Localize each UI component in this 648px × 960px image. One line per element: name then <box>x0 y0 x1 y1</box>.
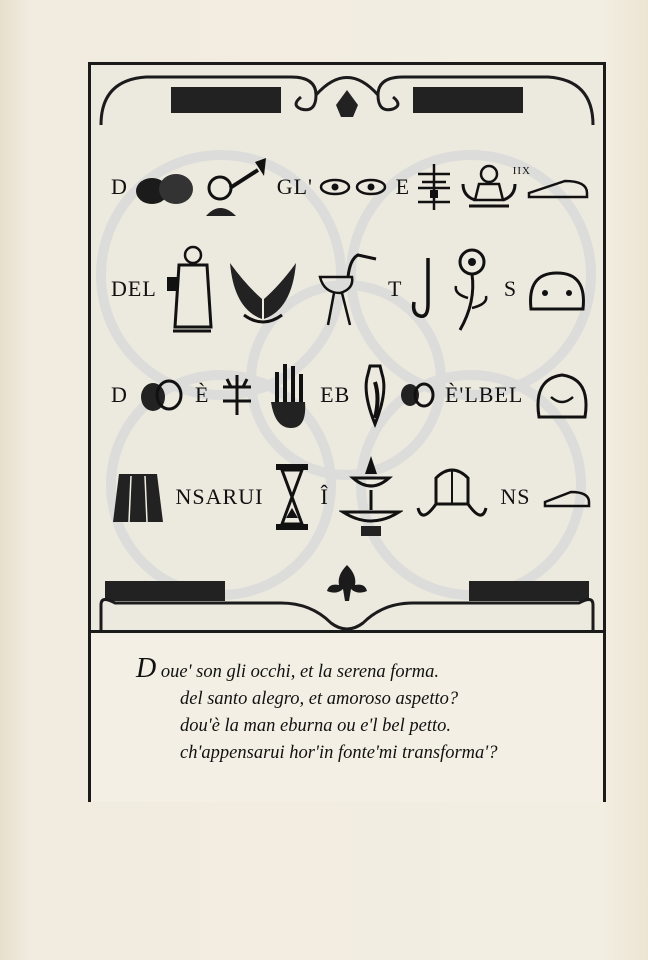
rebus-numeral: IIX <box>512 165 531 177</box>
poem-line-1: D oue' son gli occhi, et la serena forma. <box>136 653 440 684</box>
rose-icon <box>446 246 496 332</box>
rebus-text: E <box>395 174 411 199</box>
eyes-icon <box>319 174 389 200</box>
woodcut-frame <box>88 62 606 802</box>
music-staff-icon <box>416 162 452 212</box>
rebus-text: NSARUI <box>175 484 264 509</box>
poem-panel <box>91 630 603 802</box>
vase-icon <box>360 362 390 428</box>
wings-icon <box>224 249 302 329</box>
rebus-text: D <box>111 382 128 407</box>
siren-icon <box>459 162 519 212</box>
cloak-icon <box>111 468 165 526</box>
slipper-icon <box>525 171 591 203</box>
stones-icon <box>134 167 194 207</box>
rebus-text: NS <box>500 484 531 509</box>
rebus-text: GL' <box>276 174 314 199</box>
rebus-text: S <box>503 276 518 301</box>
poem-initial: D <box>136 653 157 684</box>
rebus-row-2 <box>111 249 591 329</box>
rebus-text: È <box>195 382 210 407</box>
rebus-text: EB <box>320 382 351 407</box>
saint-figure-icon <box>165 243 217 335</box>
stork-icon <box>310 247 380 331</box>
trumpeter-icon <box>200 152 270 222</box>
poem-text <box>136 655 566 767</box>
rebus-text: D <box>111 174 128 199</box>
rebus-text: Î <box>320 484 329 509</box>
hook-icon <box>410 254 438 324</box>
poem-line-3: dou'è la man eburna ou e'l bel petto. <box>180 716 451 736</box>
hourglass-icon <box>274 462 310 532</box>
rebus-row-4 <box>111 457 591 537</box>
breast-icon <box>525 263 591 315</box>
poem-line-2: del santo alegro, et amoroso aspetto? <box>180 689 459 709</box>
top-scroll-ornament <box>91 65 603 135</box>
bust-icon <box>533 369 591 421</box>
fountain-icon <box>339 454 403 540</box>
rebus-row-3 <box>111 355 591 435</box>
rebus-text: DEL <box>111 276 157 301</box>
bottom-scroll-ornament <box>91 555 603 630</box>
poem-line-4: ch'appensarui hor'in fonte'mi transforma'? <box>180 743 498 763</box>
slipper-icon <box>541 482 591 512</box>
rebus-text: È'LBEL <box>444 382 524 407</box>
key-sign-icon <box>219 373 255 417</box>
bean-icon <box>137 377 185 413</box>
rebus-text: T <box>388 276 403 301</box>
bean-icon <box>399 380 435 410</box>
mitre-icon <box>414 464 490 530</box>
rebus-panel <box>91 65 603 630</box>
hand-icon <box>265 358 311 432</box>
rebus-row-1 <box>111 147 591 227</box>
